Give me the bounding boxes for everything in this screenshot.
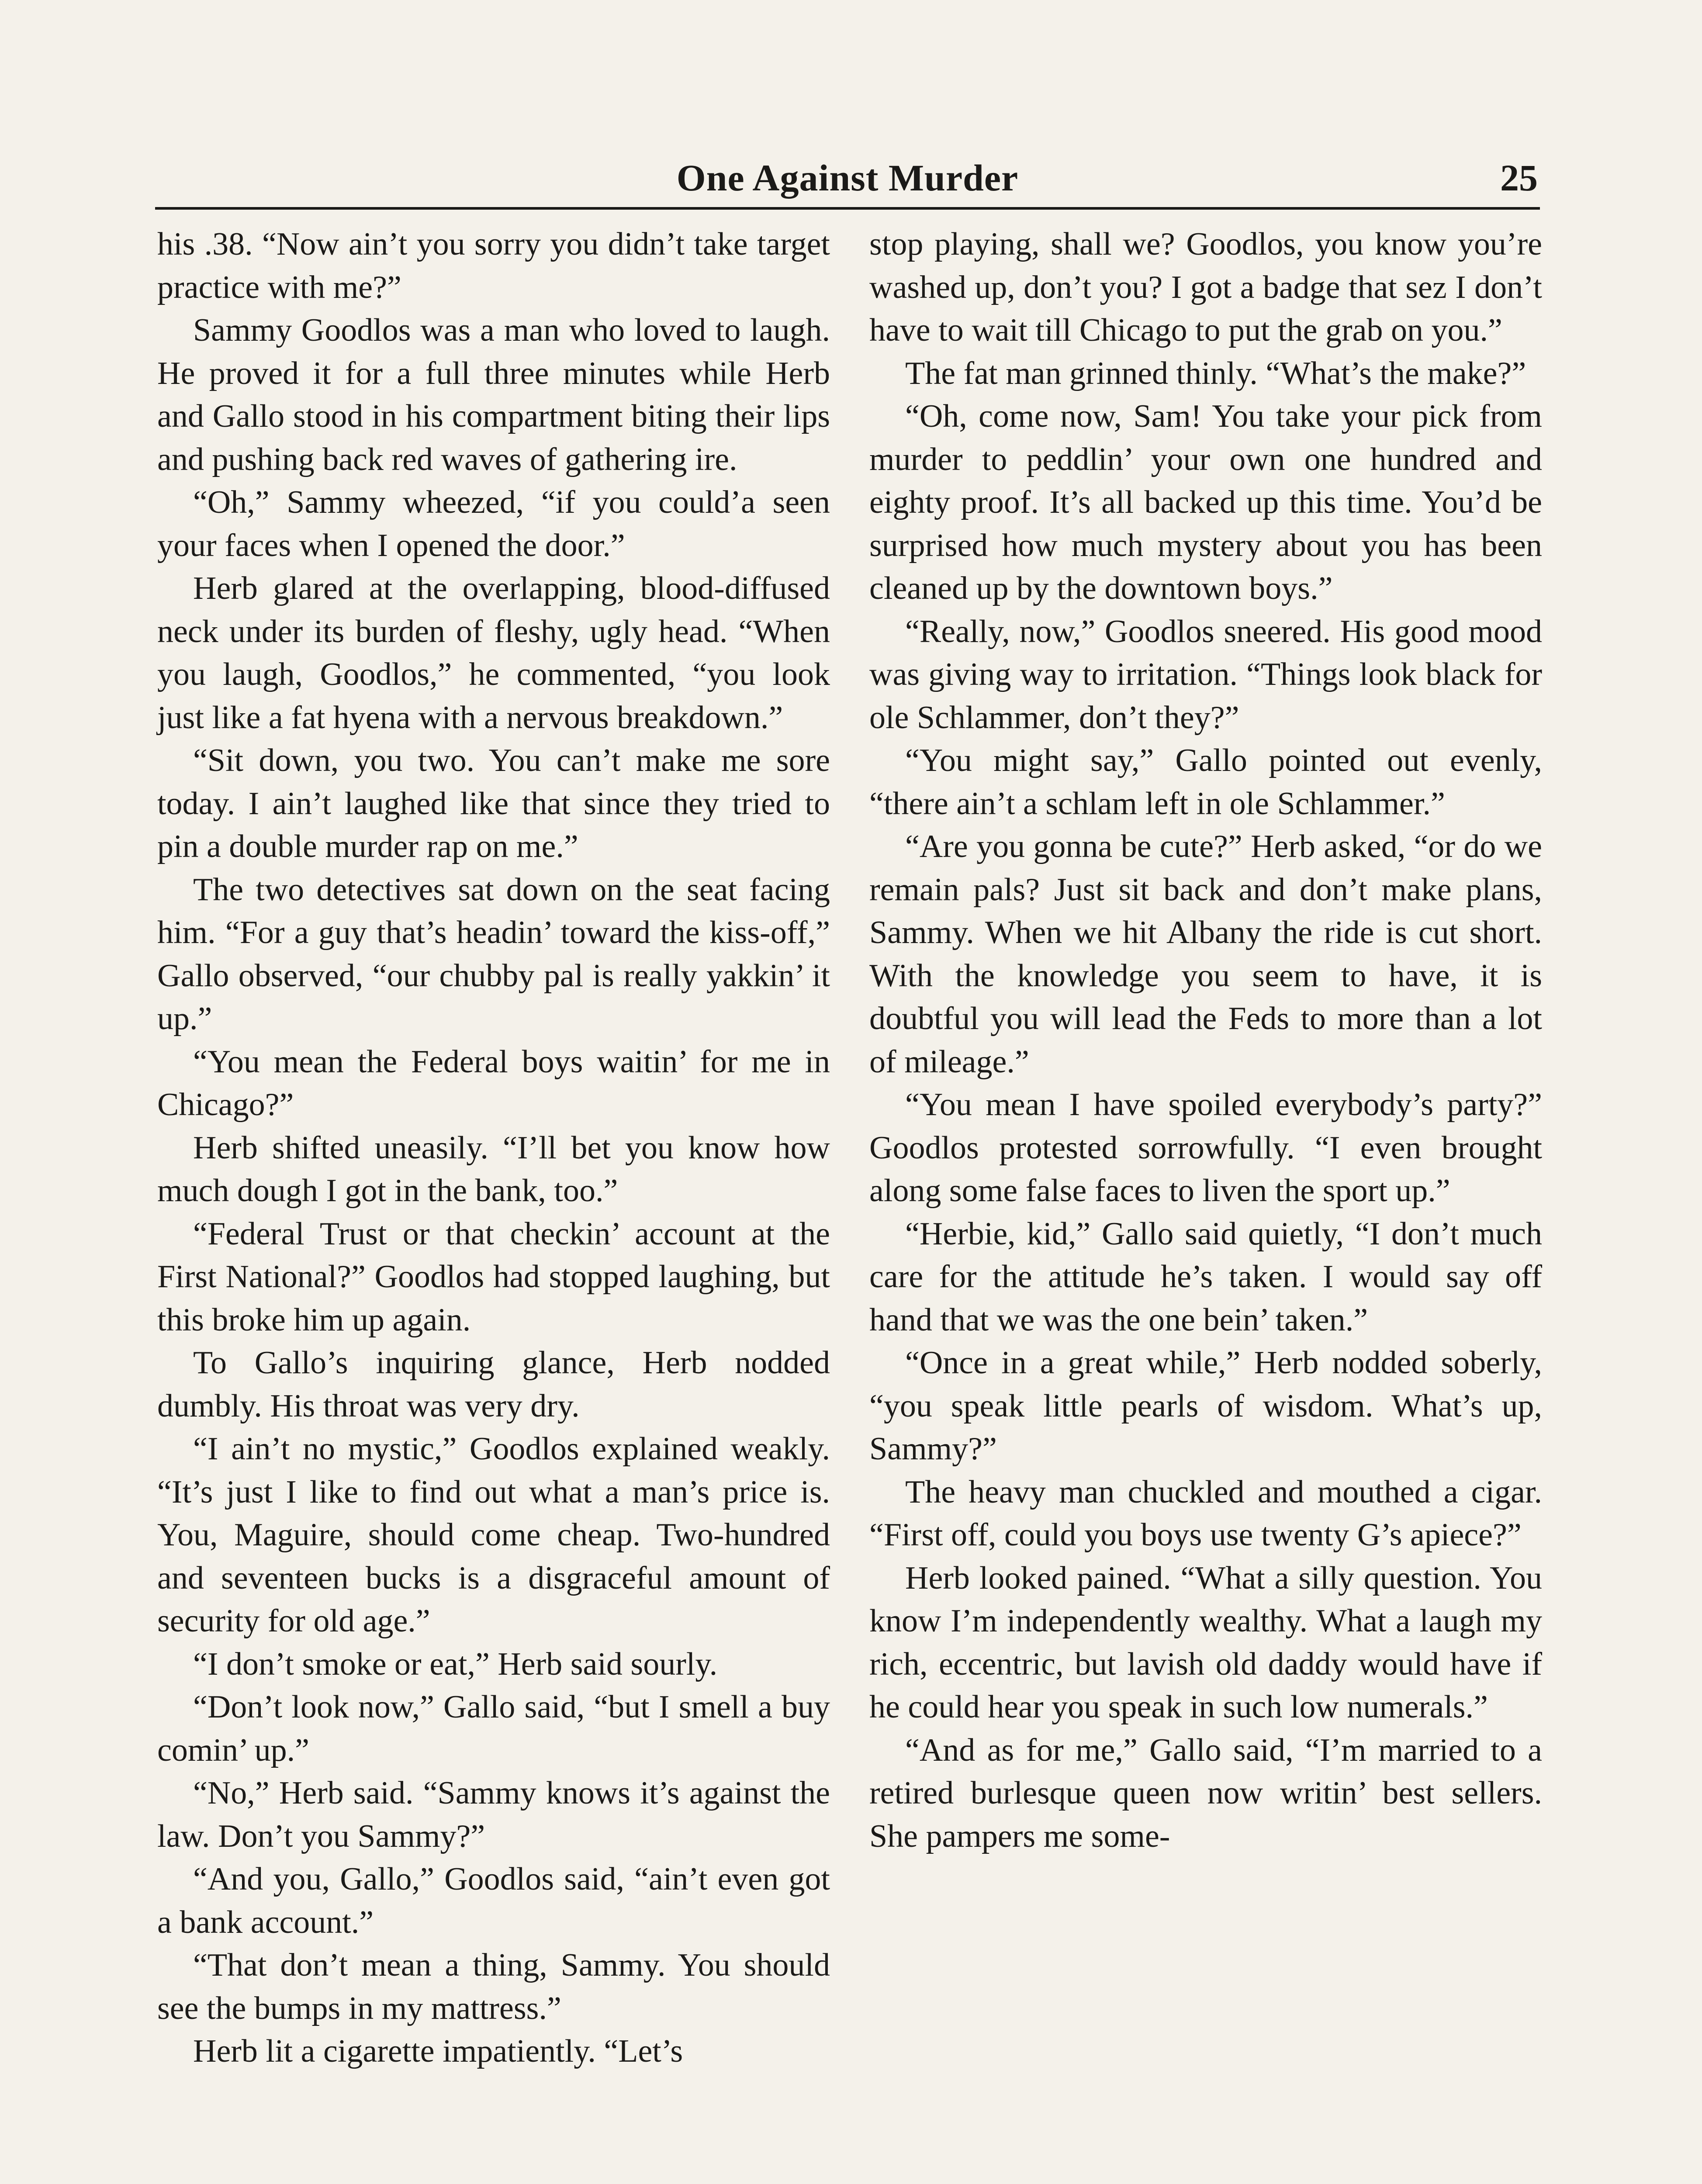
paragraph: Herb shifted uneasily. “I’ll bet you know how much dough I got in the bank, too.” [157, 1130, 830, 1209]
paragraph: The fat man grinned thinly. “What’s the make?” [905, 355, 1526, 391]
right-column [869, 223, 1542, 1858]
paragraph: Herb looked pained. “What a silly question. You know I’m independently wealthy. What a laugh my rich, eccentric, but lavish old daddy would have if he could hear you speak in such low numerals.” [869, 1560, 1542, 1725]
paragraph: “I don’t smoke or eat,” Herb said sourly. [193, 1646, 718, 1682]
left-column [157, 223, 830, 2073]
paragraph: “Are you gonna be cute?” Herb asked, “or do we remain pals? Just sit back and don’t make plans, Sammy. When we hit Albany the ride is cut short. With the knowledge you seem to have, it is doubtful you will lead the Feds to more than a lot of mileage.” [869, 829, 1542, 1080]
paragraph: The two detectives sat down on the seat facing him. “For a guy that’s headin’ toward the kiss-off,” Gallo observed, “our chubby pal is really yakkin’ it up.” [157, 871, 830, 1037]
paragraph: “And you, Gallo,” Goodlos said, “ain’t even got a bank account.” [157, 1861, 830, 1940]
paragraph: “That don’t mean a thing, Sammy. You should see the bumps in my mattress.” [157, 1947, 830, 2026]
paragraph: “Don’t look now,” Gallo said, “but I smell a buy comin’ up.” [157, 1689, 830, 1768]
running-header [157, 154, 1538, 206]
paragraph: Herb lit a cigarette impatiently. “Let’s [193, 2033, 683, 2069]
paragraph: Herb glared at the overlapping, blood-diffused neck under its burden of fleshy, ugly head. “When you laugh, Goodlos,” he commented, “you look just like a fat hyena with a nervous breakdown.” [157, 570, 830, 736]
paragraph: “No,” Herb said. “Sammy knows it’s against the law. Don’t you Sammy?” [157, 1775, 830, 1854]
paragraph: To Gallo’s inquiring glance, Herb nodded dumbly. His throat was very dry. [157, 1345, 830, 1424]
paragraph: “Federal Trust or that checkin’ account at the First National?” Goodlos had stopped laughing, but this broke him up again. [157, 1216, 830, 1338]
paragraph: “Oh,” Sammy wheezed, “if you could’a seen your faces when I opened the door.” [157, 484, 830, 563]
paragraph: “Really, now,” Goodlos sneered. His good mood was giving way to irritation. “Things look black for ole Schlammer, don’t they?” [869, 613, 1542, 736]
paragraph: “You might say,” Gallo pointed out evenly, “there ain’t a schlam left in ole Schlammer.” [869, 743, 1542, 822]
paragraph: The heavy man chuckled and mouthed a cigar. “First off, could you boys use twenty G’s apiece?” [869, 1474, 1542, 1553]
paragraph: “Herbie, kid,” Gallo said quietly, “I don’t much care for the attitude he’s taken. I would say off hand that we was the one bein’ taken.” [869, 1216, 1542, 1338]
paragraph: “Sit down, you two. You can’t make me sore today. I ain’t laughed like that since they tried to pin a double murder rap on me.” [157, 743, 830, 864]
paragraph: “Oh, come now, Sam! You take your pick from murder to peddlin’ your own one hundred and eighty proof. It’s all backed up this time. You’d be surprised how much mystery about you has been cleaned up by the downtown boys.” [869, 398, 1542, 606]
paragraph: “You mean the Federal boys waitin’ for me in Chicago?” [157, 1044, 830, 1123]
paragraph: “Once in a great while,” Herb nodded soberly, “you speak little pearls of wisdom. What’s up, Sammy?” [869, 1345, 1542, 1467]
paragraph: Sammy Goodlos was a man who loved to laugh. He proved it for a full three minutes while Herb and Gallo stood in his compartment biting their lips and pushing back red waves of gathering ire. [157, 312, 830, 477]
paragraph: “I ain’t no mystic,” Goodlos explained weakly. “It’s just I like to find out what a man’s price is. You, Maguire, should come cheap. Two-hundred and seventeen bucks is a disgraceful amount of security for old age.” [157, 1431, 830, 1639]
header-rule [155, 207, 1540, 210]
paragraph: “And as for me,” Gallo said, “I’m married to a retired burlesque queen now writin’ best sellers. She pampers me some- [869, 1732, 1542, 1854]
paragraph: “You mean I have spoiled everybody’s party?” Goodlos protested sorrowfully. “I even brought along some false faces to liven the sport up.” [869, 1087, 1542, 1209]
page-number: 25 [1500, 157, 1538, 199]
paragraph: his .38. “Now ain’t you sorry you didn’t take target practice with me?” [157, 226, 830, 305]
paragraph: stop playing, shall we? Goodlos, you know you’re washed up, don’t you? I got a badge that sez I don’t have to wait till Chicago to put the grab on you.” [869, 226, 1542, 348]
running-title: One Against Murder [676, 157, 1019, 199]
